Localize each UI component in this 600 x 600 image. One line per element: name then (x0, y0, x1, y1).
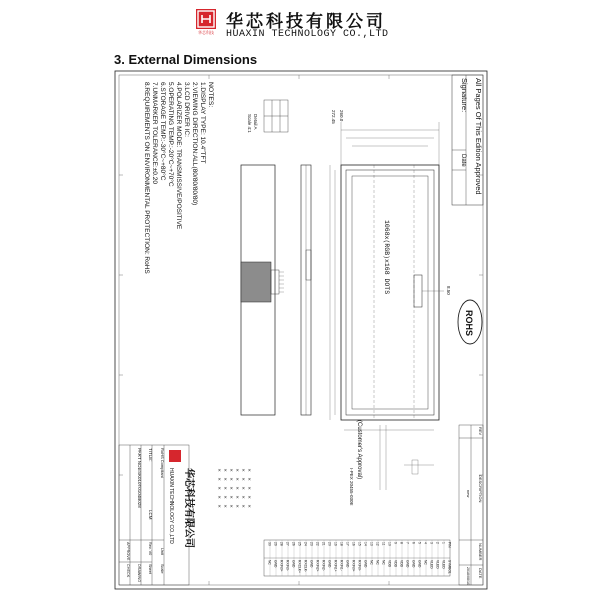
pin-number: 8 (399, 542, 404, 544)
pin-symbol: GND (363, 560, 368, 568)
detail-callout (264, 100, 288, 132)
pin-number: 13 (369, 542, 374, 546)
customer-approval-lines (380, 425, 434, 490)
dim-active-width: 260.0 (339, 110, 344, 122)
revision-table (459, 425, 483, 585)
tb-part-no-label: PART NO. (137, 448, 142, 469)
pin-symbol: RXIN1- (339, 560, 344, 571)
company-logo (196, 9, 216, 29)
pin-symbol: GND (417, 560, 422, 568)
pin-number: 4 (423, 542, 428, 544)
tb-unit: Unit (160, 548, 164, 555)
pin-number: 6 (411, 542, 416, 544)
grid-mark: × (224, 477, 227, 483)
logo-caption: 华芯科技 (198, 30, 214, 35)
grid-mark: × (242, 477, 245, 483)
pin-number: 30 (267, 542, 272, 546)
pin-symbol: VLED (429, 560, 434, 569)
grid-mark: × (236, 477, 239, 483)
customer-approval: (Customer's Approval) (356, 420, 362, 480)
grid-mark: × (224, 504, 227, 510)
grid-mark: × (230, 495, 233, 501)
grid-mark: × (230, 468, 233, 474)
pin-number: 1 (441, 542, 446, 544)
dim-connector: 8.50 (446, 286, 451, 295)
tb-company-cn: 华芯科技有限公司 (183, 468, 194, 548)
date-label: Date (460, 154, 466, 167)
pin-number: 17 (345, 542, 350, 546)
pin-symbol: SYMBOL (447, 560, 452, 574)
pin-symbol: GND (405, 560, 410, 568)
grid-mark: × (242, 495, 245, 501)
pin-symbol: RXCLK+ (297, 560, 302, 573)
pin-symbol: GND (327, 560, 332, 568)
grid-mark: × (248, 468, 251, 474)
approval-box (452, 75, 483, 205)
tb-lcm: LCM (148, 510, 153, 520)
pin-number: 26 (291, 542, 296, 546)
pin-number: 22 (315, 542, 320, 546)
pin-symbol: RXIN0+ (351, 560, 356, 572)
pin-number: 5 (417, 542, 422, 544)
pin-symbol: VLED (435, 560, 440, 569)
grid-mark: × (230, 486, 233, 492)
tb-check: CHECK (126, 564, 130, 578)
grid-mark: × (218, 504, 221, 510)
pin-symbol: GND (345, 560, 350, 568)
pin-number: 21 (321, 542, 326, 546)
grid-mark: × (218, 477, 221, 483)
pin-symbol: GND (273, 560, 278, 568)
pin-number: 7 (405, 542, 410, 544)
pin-number: 29 (273, 542, 278, 546)
grid-mark: × (248, 504, 251, 510)
grid-mark: × (224, 468, 227, 474)
pin-number: 27 (285, 542, 290, 546)
rev-header: REV (478, 427, 483, 436)
grid-mark: × (236, 495, 239, 501)
detail-label: Detail A (253, 114, 258, 130)
pin-number: 19 (333, 542, 338, 546)
grid-mark: × (242, 486, 245, 492)
pin-symbol: VDD (399, 560, 404, 567)
grid-mark: × (230, 477, 233, 483)
note-5: 5.OPERATING TEMP.:-20°C~+70°C (167, 82, 174, 187)
tb-drawing: DRAWING (137, 564, 141, 583)
pin-symbol: NC (423, 560, 428, 565)
number-header: NUMBER (478, 543, 483, 561)
tb-part-no: ESK010T0104B028 (137, 468, 142, 508)
notes-title: NOTES: (207, 82, 214, 108)
tb-rohs: RoHS Compliant (160, 448, 165, 478)
grid-mark: × (242, 468, 245, 474)
technical-drawing (114, 70, 488, 590)
pin-number: 12 (375, 542, 380, 546)
rohs-label: ROHS (464, 310, 474, 337)
note-8: 8.REQUIREMENTS ON ENVIRONMENTAL PROTECTION: RoHS (143, 82, 150, 274)
pin-symbol: VDD (393, 560, 398, 567)
pin-symbol: RXIN2- (321, 560, 326, 571)
grid-mark: × (224, 486, 227, 492)
pin-number: 25 (297, 542, 302, 546)
pin-symbol: NC (369, 560, 374, 565)
tb-approve: APPROVE (126, 542, 130, 561)
tb-sheet: Sheet (148, 564, 152, 574)
pin-number: 24 (303, 542, 308, 546)
pin-symbol: RXIN2+ (315, 560, 320, 572)
pin-number: 11 (381, 542, 386, 546)
panel-resolution: 1068x(RGB)x168 DOTS (383, 220, 390, 295)
tb-scale: Scale (160, 564, 164, 574)
note-2: 2.VIEWING DIRECTION:ALL(80/80/80/80) (191, 82, 198, 206)
title-block-logo (169, 450, 181, 462)
pin-symbol: RXIN1+ (333, 560, 338, 572)
note-7: 7.UNMARKER TOLERANCE:±0.20 (151, 82, 158, 184)
grid-mark: × (248, 486, 251, 492)
pin-number: 9 (393, 542, 398, 544)
pin-number: 23 (309, 542, 314, 546)
company-name-cn: 华芯科技有限公司 (226, 12, 386, 32)
grid-mark: × (236, 468, 239, 474)
pin-number: 20 (327, 542, 332, 546)
pin-symbol: RXIN3+ (279, 560, 284, 572)
tb-rev: Rev. V0 (148, 542, 152, 556)
note-1: 1.DISPLAY TYPE: 10.4"TFT (199, 82, 206, 164)
grid-mark: × (242, 504, 245, 510)
logo-mark-icon (196, 9, 216, 29)
pin-number: 10 (387, 542, 392, 546)
grid-mark: × (248, 477, 251, 483)
grid-mark: × (230, 504, 233, 510)
rev-desc: new (466, 490, 471, 498)
date-header: DATE (478, 568, 483, 579)
pin-symbol: NC (381, 560, 386, 565)
rev-date: 2018/08/10 (466, 567, 470, 585)
grid-mark: × (248, 495, 251, 501)
pin-symbol: GND (309, 560, 314, 568)
drawing-sheet (114, 70, 488, 590)
grid-mark: × (218, 468, 221, 474)
connector-label: I-PEX 20455-030E (349, 468, 354, 506)
dot-grid (218, 468, 251, 510)
pin-number: 3 (429, 542, 434, 544)
pin-symbol: NC (375, 560, 380, 565)
tb-company-en: HUAXIN TECHNOLOGY CO.,LTD (168, 468, 174, 544)
note-4: 4.POLARIZER MODE: TRANSMISSIVE/POSITIVE (175, 82, 182, 230)
pin-number: 16 (351, 542, 356, 546)
pin-symbol: RXIN0- (357, 560, 362, 571)
grid-mark: × (218, 495, 221, 501)
grid-mark: × (224, 495, 227, 501)
pin-symbol: VDD (387, 560, 392, 567)
pin-number: 18 (339, 542, 344, 546)
rohs-mark (458, 300, 482, 344)
notes-block (143, 82, 214, 274)
pin-table (264, 540, 452, 576)
pin-number: 14 (363, 542, 368, 546)
signature-label: Signature: (460, 78, 469, 113)
note-6: 6.STORAGE TEMP.:-30°C~+80°C (159, 82, 166, 181)
tb-title-label: TITLE: (148, 448, 153, 462)
section-title: 3. External Dimensions (114, 52, 258, 67)
pin-number: 2 (435, 542, 440, 544)
grid-mark: × (236, 486, 239, 492)
approval-line: All Pages Of This Edition Approved (474, 78, 483, 195)
pin-number: PIN (447, 542, 452, 548)
pin-symbol: GND (411, 560, 416, 568)
pin-number: 28 (279, 542, 284, 546)
pin-number: 15 (357, 542, 362, 546)
pin-symbol: RXIN3- (285, 560, 290, 571)
page-header (0, 0, 600, 46)
dim-width: 272.45 (331, 110, 336, 124)
detail-scale: Scale 4:1 (247, 114, 252, 133)
desc-header: DESCRIPTION (478, 475, 483, 503)
company-name-en: HUAXIN TECHNOLOGY CO.,LTD (226, 29, 389, 40)
fpc-tail (241, 262, 284, 302)
pin-symbol: NC (267, 560, 272, 565)
grid-mark: × (236, 504, 239, 510)
grid-mark: × (218, 486, 221, 492)
pin-symbol: GND (291, 560, 296, 568)
pin-symbol: VLED (441, 560, 446, 569)
note-3: 3.LCD DRIVER IC: (183, 82, 190, 137)
pin-symbol: RXCLK- (303, 560, 308, 573)
